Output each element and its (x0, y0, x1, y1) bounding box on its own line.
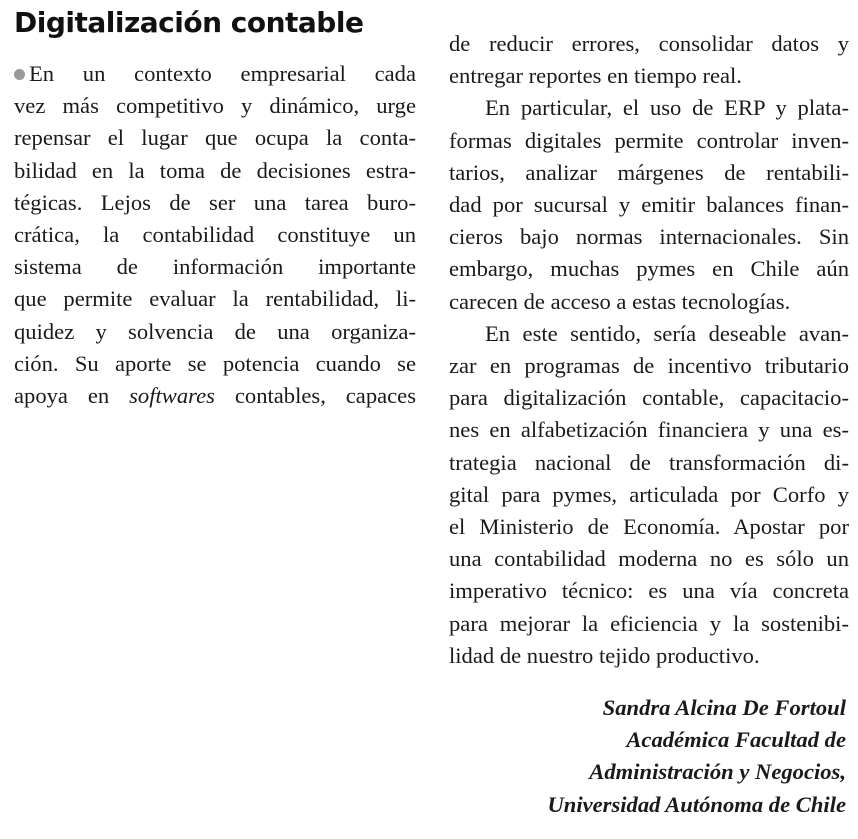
article-left-column (14, 58, 416, 412)
body-line: formas digitales permite controlar inven- (449, 127, 849, 153)
body-line: entregar reportes en tiempo real. (449, 63, 742, 89)
body-line: trategia nacional de transformación di- (449, 449, 849, 475)
body-line: crática, la contabilidad constituye un (14, 222, 416, 248)
body-line: gital para pymes, articulada por Corfo y (449, 481, 849, 507)
body-line: el Ministerio de Economía. Apostar por (449, 514, 849, 540)
body-line: En un contexto empresarial cada (14, 58, 416, 90)
author-signature (446, 692, 846, 821)
body-line: repensar el lugar que ocupa la conta- (14, 125, 416, 151)
body-line: tarios, analizar márgenes de rentabili- (449, 159, 849, 185)
italic-word: softwares (129, 383, 215, 409)
body-line: de reducir errores, consolidar datos y (449, 31, 849, 56)
author-faculty: Administración y Negocios, (589, 759, 846, 785)
body-line: lidad de nuestro tejido productivo. (449, 642, 760, 668)
body-line: vez más competitivo y dinámico, urge (14, 93, 416, 119)
body-line: dad por sucursal y emitir balances finan- (449, 192, 849, 218)
article-title: Digitalización contable (14, 6, 364, 39)
body-line: sistema de información importante (14, 254, 416, 280)
body-line: para mejorar la eficiencia y la sostenibi- (449, 610, 849, 636)
body-line: que permite evaluar la rentabilidad, li- (14, 286, 416, 312)
body-line: En este sentido, sería deseable avan- (485, 320, 849, 346)
body-line: nes en alfabetización financiera y una es- (449, 417, 849, 443)
body-line: imperativo técnico: es una vía concreta (449, 578, 849, 604)
body-line: ción. Su aporte se potencia cuando se (14, 350, 416, 376)
body-line: carecen de acceso a estas tecnologías. (449, 288, 791, 314)
body-line: zar en programas de incentivo tributario (449, 353, 849, 379)
body-line: En particular, el uso de ERP y plata- (485, 95, 849, 121)
author-role: Académica Facultad de (626, 727, 846, 753)
body-line: cieros bajo normas internacionales. Sin (449, 224, 849, 250)
body-line: tégicas. Lejos de ser una tarea buro- (14, 189, 416, 215)
body-line: quidez y solvencia de una organiza- (14, 318, 416, 344)
author-name: Sandra Alcina De Fortoul (602, 695, 846, 720)
paragraph-bullet-icon (14, 69, 25, 80)
body-line: una contabilidad moderna no es sólo un (449, 546, 849, 572)
body-line: apoya en softwares contables, capaces (14, 383, 416, 409)
body-line: para digitalización contable, capacitacio- (449, 385, 849, 411)
author-university: Universidad Autónoma de Chile (547, 791, 846, 817)
body-line: bilidad en la toma de decisiones estra- (14, 157, 416, 183)
body-line: embargo, muchas pymes en Chile aún (449, 256, 849, 282)
article-right-column (449, 28, 849, 672)
